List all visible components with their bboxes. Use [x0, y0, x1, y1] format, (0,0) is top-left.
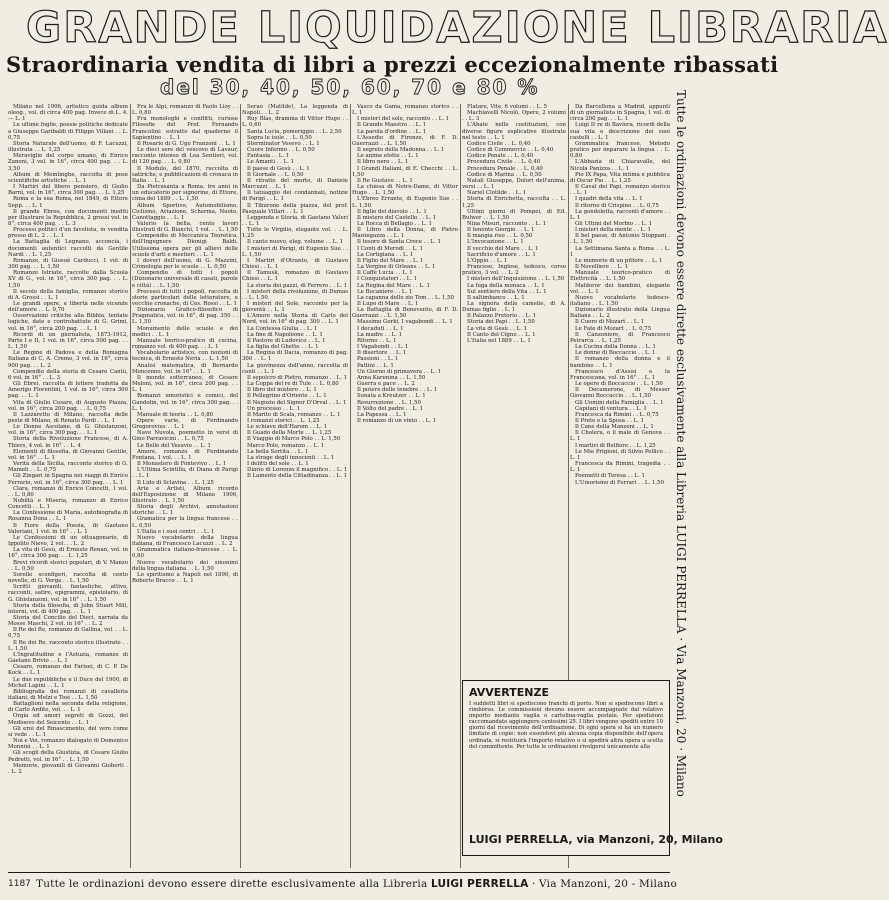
book-listing: Il saltimbanco . . L. 1 [467, 294, 525, 301]
book-listing: La Confessione di Maria, autobiografia di Rosanna Dona . . L. 1 [8, 510, 128, 523]
book-listing: Il mangia riso . . L. 0,50 [467, 233, 533, 240]
book-listing: Ultimi giorni di Pompei, di Ed. Bulwer . . L. 1,50 [462, 208, 566, 221]
book-listing: La giovinezza dell'anno, raccolta di canti . . L. 1 [242, 362, 348, 375]
book-listing: Storia degli Archivi, annotazioni storiche . . L. 1 [132, 504, 238, 517]
book-listing: Il Negozio del Signor D'Orval . . L. 1 [247, 399, 347, 406]
book-listing: La Battaglia di Benevento, di F. D. Guerrazzi . . L. 1,50 [352, 307, 458, 320]
book-listing: Il Cuore di Mozart . . L. 1 [575, 319, 645, 326]
book-listing: Un processo . . L. 1 [247, 405, 300, 412]
book-listing: Pattini . . L. 1 [357, 362, 394, 369]
book-listing: La figlia del Ghetto . . L. 1 [247, 344, 319, 351]
book-listing: Storia della Rivoluzione Francese, di A. Thiers, 4 vol. in 16° . . L. 4 [8, 436, 128, 449]
book-listing: Milano nel 1906, artistico guida album oleog., vol. di circa 400 pag. Invece di L. 4.— L. 1 [8, 104, 128, 123]
book-listing: Fra le Alpi, romanzo di Paolo Lioy . . L. 0,80 [132, 104, 238, 117]
footer-divider [8, 872, 670, 873]
book-listing: Nobiltà e Miseria, romanzo di Enrico Concetti . . L. 1 [8, 498, 128, 511]
side-strip-text: Tutte le ordinazioni devono essere dirette esclusivamente alla Libreria LUIGI PERRELLA · Via Manzoni, 20 · Milano [674, 90, 688, 797]
book-listing: Il Palazzo Pretorio . . L. 1 [467, 313, 537, 320]
book-listing: Manuale di teoria . . L. 0,80 [137, 411, 214, 418]
book-listing: Il Marito di Scala, romanzo . . L. 1 [247, 411, 341, 418]
book-listing: Le dieci sere del vescovo di Lavaur, racconto intenso di Lea Sentieri, vol. di 120 pag. . . L. 0,80 [132, 147, 238, 166]
book-listing: Le donne di Boccaccio . . L. 1 [575, 350, 656, 357]
book-listing: Gli Ebrei, raccolta di lettere tradotta da Amerigo Florentini, 1 vol. in 16°, circa 300 pag. . . L. 1 [8, 381, 128, 400]
book-listing: Scritti giovanili, fantastiche, attive, racconti, satire, epigrammi, epistolario, di G. Ghislanzoni, vol. in 16° . . L. 1,50 [8, 584, 128, 603]
book-listing: Memorie, giovanili di Giovanni Gioberti . . L. 2 [8, 762, 128, 775]
book-listing: La fuga della monaca . . L. 1 [467, 282, 545, 289]
book-listing: Romanze, di Giosuè Carducci, 1 vol. di 300 pag. . . L. 1,50 [8, 257, 128, 271]
book-listing: Le opere di Boccaccio . . L. 1,50 [575, 381, 663, 388]
book-listing: Massimo Gorki, I vagabondi . . L. 1 [357, 319, 453, 326]
book-listing: Il Monastero di Fontevivo . . L. 1 [137, 461, 227, 468]
book-listing: Il Canzoniere, di Francesco Petrarca . . L. 1,25 [570, 331, 670, 344]
notice-box [462, 680, 723, 856]
book-listing: Il Decamerone, di Messer Giovanni Boccaccio . . L. 1,50 [570, 387, 670, 400]
book-listing: L'Oppio . . L. 1 [467, 257, 508, 264]
book-listing: Codice di Marina . . L. 0,50 [467, 171, 542, 178]
book-listing: Clara, romanzo di Enrico Concetti, 1 vol. . . L. 0,80 [8, 485, 128, 498]
book-listing: I misteri dell'Inquisizione . . L. 1,50 [467, 276, 565, 283]
page-subtitle: Straordinaria vendita di libri a prezzi eccezionalmente ribassati [6, 52, 779, 77]
book-listing: Il Tiburone della piazza, del prof. Pasquale Villari . . L. 1 [242, 202, 348, 215]
book-listing: Analisi matematica, di Bernardo Moncenno, vol. in 16° . . L. 1 [132, 362, 238, 375]
book-listing: La Vergine di Orleans . . L. 1 [357, 264, 436, 271]
book-listing: Nariel Clotilde . . L. 1 [467, 190, 527, 197]
book-listing: Dizionario illustrato della Lingua Italiana . . L. 2 [570, 307, 670, 320]
book-listing: L'Amore nella Storia di Carlo del Nord, vol. in 16° di pag. 300 . . L. 1 [242, 313, 348, 326]
book-listing: Vasco da Gama, romanzo storico . . L. 1 [352, 104, 458, 117]
book-listing: Le schiave dell'Harem . . L. 1 [247, 424, 327, 431]
book-listing: Diario di Lorenzo il magnifico . . L. 1 [247, 467, 348, 474]
book-listing: La strage degli innocenti . . L. 1 [247, 454, 335, 461]
book-listing: Il romanzo di un vinto . . L. 1 [357, 417, 437, 424]
book-listing: Arte e Artisti, Album ricordo dell'Esposizione di Milano 1906, illustrato . . L. 1,50 [132, 485, 238, 504]
book-listing: Il sepolcro di Pietro, romanzo . . L. 1 [247, 374, 348, 381]
book-listing: Romanzi umoristici e comici, del Gandolin, vol. in 16°, circa 300 pag. . . L. 1 [132, 393, 238, 412]
book-listing: I misteri del sole, racconto . . L. 1 [357, 116, 450, 123]
book-listing: Romanze Istriate, raccolte dalla Scuola XV di G., vol. in 16°, circa 300 pag. . . L. 1,50 [8, 270, 128, 289]
book-listing: Il Re Gustavo . . L. 1 [357, 177, 413, 184]
column-divider [350, 104, 351, 868]
book-listing: I Grandi Italiani, di E. Checchi . . L. 1,50 [352, 165, 458, 178]
book-listing: Monumento delle scuole e dei medici . . L. 1 [132, 325, 238, 338]
book-listing: Il Prete e la Sposa . . L. 1 [575, 417, 644, 424]
book-listing: Verità della Sicilia, racconto storico di G. Mameli . . L. 0,75 [8, 461, 128, 474]
book-listing: Il tatuaggio dei condannati, notizie di Parigi . . L. 1 [242, 190, 348, 203]
book-listing: Storia del Concilio del Dieci, narrata da Mosse Maschi, 2 vol. in 16° . . L. 2 [8, 614, 128, 628]
book-listing: Le anime elette . . L. 1 [357, 153, 419, 160]
book-listing: Gli eroi del Rinascimento, del vero come si vede . . L. 1 [8, 725, 128, 738]
book-listing: Elementi di filosofia, di Giovanni Gentile, vol. in 16° . . L. 1 [8, 448, 128, 461]
book-listing: Il figlio del diavolo . . L. 1 [357, 208, 427, 215]
book-listing: Il tenente Giorgio . . L. 1 [467, 227, 535, 234]
book-listing: Processi di tutti i popoli, raccolta di storie particolari delle letterature, e vecchie cronache, di Ces. Rossi . . L. 1 [132, 288, 238, 307]
book-listing: Storia dei Papi . . L. 1,50 [467, 319, 535, 326]
book-listing: Il vecchio del Mare . . L. 1 [467, 245, 539, 252]
book-listing: Album Sportivo, Automobilismo, Ciclismo, Aviazione, Scherma, Nuoto, Canottaggio . . L. 1 [132, 202, 238, 221]
book-listing: Storia Naturale dell'uomo, di F. Lacuzzi, illustrata . . L. 1,25 [8, 140, 128, 154]
book-listing: Il paese di Gesù . . L. 1 [247, 165, 310, 172]
book-listing: L'Abate nelle costituzioni, con diverse figure esplicative illustrate nel testo . . L. 1 [462, 122, 566, 141]
book-listing: Il romanzo della donna e il bambino . . L. 1 [570, 356, 670, 369]
book-listing: Ritorno . . L. 1 [357, 337, 397, 344]
book-listing: I misteri di Parigi, di Eugenio Sue . . L. 1,50 [242, 245, 348, 258]
book-listing: Manuale teorico-pratico di Elettricità . . L. 1,50 [570, 270, 670, 283]
book-listing: Francesco d'Assisi e la Francescana, vol. in 16° . . L. 1 [570, 368, 670, 381]
book-listing: Amore, romanzo di Ferdinando Fontana, 1 vol. . . L. 1 [132, 448, 238, 461]
book-listing: Guerra e pace . . L. 2 [357, 381, 415, 388]
book-listing: Nuovo vocabolario dei sinonimi della lingua italiana . . L. 1,50 [132, 559, 238, 572]
book-listing: Il secolo della famiglia, romanzo storico di A. Grossi . . L. 1 [8, 288, 128, 301]
book-listing: Roma e la sua Roma, nel 1849, di Ettore Sepp. . . L. 1 [8, 196, 128, 209]
book-listing: I misteri della rivoluzione, di Dumas . . L. 1,50 [242, 288, 348, 301]
book-listing: Ruy Blas, dramma di Vittor Hugo . . L. 0,60 [242, 116, 348, 129]
book-listing: La Coppa del re di Tule . . L. 0,80 [247, 381, 339, 388]
book-listing: Le memorie di un pittore . . L. 1 [575, 257, 663, 264]
book-listing: Il Fiore della Poesia, di Gaetano Valeriani, 1 vol. in 16° . . L. 1 [8, 522, 128, 535]
book-listing: Processi politici d'un favolista, in vendita presso di L. 2 . . L. 1 [8, 227, 128, 240]
book-listing: Francese, Inglese, tedesco, corso pratico, 3 vol. . . L. 2 [462, 264, 566, 277]
book-listing: Il ritratto del morto, di Daniele Marcuzzi . . L. 1 [242, 177, 348, 191]
book-listing: Il libro del mistero . . L. 1 [247, 387, 317, 394]
book-listing: Il Figlio del Mare . . L. 1 [357, 257, 424, 264]
book-listing: Il Tamusk, romanzo di Gustavo Chiesi . . L. 1 [242, 270, 348, 283]
book-listing: Gli scogli della Giustizia, di Cesare Giulio Pedretti, vol. in 16° . . L. 1,50 [8, 750, 128, 763]
book-listing: La Contessa Giulia . . L. 1 [247, 325, 318, 332]
book-listing: Il tesoro di Santa Croce . . L. 1 [357, 239, 441, 246]
side-strip [672, 90, 690, 870]
book-listing: Da Pietrasanta a Roma, tre anni in un educatorio per signorine, di Ettore, cima del 1889 . . L. 1,50 [132, 184, 238, 203]
book-listing: I Conquistatori . . L. 1 [357, 276, 418, 283]
book-listing: La Regina di Dacia, romanzo di pag. 300 . . L. 1 [242, 350, 348, 363]
book-listing: Procedura Civile . . L. 0,40 [467, 159, 541, 166]
book-listing: Compendio di tutti i popoli (Dizionario universale di casati, parole e città) . . L. 1,50 [132, 270, 238, 289]
book-listing: Anna Karenina . . L. 1,50 [357, 374, 426, 381]
book-listing: Compendio di Meccanica Teoretica, dell'Ingegnere Dionigi Baldi. Utilissima opera per gli allievi delle scuole d'arti e mestieri . . L. 1 [132, 233, 238, 258]
book-listing: Serao (Matilde), La leggenda di Napoli . . L. 2 [242, 104, 348, 117]
book-listing: Codice di Commercio . . L. 0,40 [467, 147, 554, 154]
book-listing: Il Pellegrino d'Oriente . . L. 1 [247, 393, 327, 400]
book-listing: Il mistero del Castello . . L. 1 [357, 214, 437, 221]
book-listing: Cuore Infermo . . L. 0,50 [247, 147, 315, 154]
book-listing: Il Lupo di Mare . . L. 1 [357, 301, 419, 307]
book-listing: Maldoror dei bambini, elegante vol. . . L. 1 [570, 282, 670, 295]
book-listing: Il Cholera, o il male di Genova . . L. 1 [570, 430, 670, 443]
book-listing: Le Fate di Mozart . . L. 0,75 [575, 325, 652, 332]
book-listing: L'Abbazia di Chiaravalle, del Nicola Panizza . . L. 1 [570, 159, 670, 172]
book-listing: Poemetti di Teresa . . L. 1 [575, 473, 645, 480]
book-listing: Da Barcellona a Madrid, appunti di un giornalista in Spagna, 1 vol. di circa 200 pag. . . L. 1 [570, 104, 670, 123]
book-listing: Le Mie Prigioni, di Silvio Pellico . . L. 1 [570, 448, 670, 461]
book-listing: Cesare, romanzo dei Farisei, di C. P. De Kock . . L. 1 [8, 664, 128, 677]
book-listing: Il Grande Maestro . . L. 1 [357, 122, 427, 129]
book-listing: La bella Sortita . . L. 1 [247, 448, 309, 455]
book-listing: Gli Ultimi del Morbio . . L. 1 [575, 220, 653, 227]
book-listing: Il Viaggio di Marco Polo . . L. 1,50 [247, 436, 341, 443]
book-listing: Grammatica italiano-francese . . L. 0,80 [132, 547, 238, 560]
book-listing: Osservazioni critiche alla Bibbia, tentate logiche, date e controbattute di G. Grimi, vol. in 16°, circa 200 pag. . . L. 1 [8, 313, 128, 332]
book-listing: Grammatica francese, Metodo pratico per imparare la lingua . . L. 0,80 [570, 140, 670, 160]
book-listing: Santa Lucia, pomeriggio . . L. 2,50 [247, 128, 342, 135]
book-listing: Le Donne Ascolane, di G. Ghislanzoni, vol. in 16°, circa 300 pag. . . L. 1 [8, 424, 128, 437]
footer-address: · Via Manzoni, 20 - Milano [531, 878, 678, 890]
book-listing: L'Ultima Scintilla, di Diana di Parigi . . L. 1 [132, 467, 238, 480]
book-listing: Gli Uomini della Famiglia . . L. 1 [575, 399, 664, 406]
listing-column-4 [352, 104, 458, 868]
book-listing: Le Amanti . . L. 1 [247, 159, 295, 166]
book-listing: Machiavelli Nicolò, Opere, 2 volumi . . L. 3 [462, 110, 566, 123]
book-listing: I quadri della vita . . L. 1 [575, 196, 643, 203]
book-listing: Le Regine di Padova e della Romagna Italiana di C. A. Cremo, 3 vol. in 16°, circa 900 pag. . . L. 2 [8, 350, 128, 369]
book-listing: Le Belle del Vesuvio . . L. 1 [137, 442, 211, 449]
book-listing: Il Pastore di Ludovico . . L. 1 [247, 337, 326, 344]
book-listing: Il Lazzaretto di Milano, raccolta delle peste di Milano, di Renato Pardi . . L. 1 [8, 411, 128, 424]
book-listing: L'Umorismo di Ferrari . . L. 1,50 [575, 479, 664, 486]
book-listing: Storia della filosofia, di John Stuart Mill, interni, vol. di 400 pag. . . L. 1 [8, 602, 128, 615]
book-listing: Il Giornale . . L. 0,50 [247, 171, 304, 178]
page-number: 1187 [8, 879, 31, 889]
book-listing: Brevi ricordi storici popolari, di V. Manzo . . L. 0,50 [8, 559, 128, 572]
book-listing: Fantasia . . L. 1 [247, 153, 290, 160]
book-listing: I Martiri del libero pensiero, di Giulio Barni, vol. in 16°, circa 300 pag. . . L. 1,25 [8, 184, 128, 197]
book-listing: La Rocca di Bellagio . . L. 1 [357, 220, 432, 227]
book-listing: Il bel paese, di Antonio Stoppani . . L. 1,50 [570, 233, 670, 246]
book-listing: La gondoletta, racconti d'amore . . L. 1 [570, 208, 670, 221]
book-listing: Il Re dei Re, racconto storico illustrato . . L. 1,50 [8, 639, 128, 652]
column-divider [130, 104, 131, 868]
book-listing: La vita di Gesù, di Ernesto Renan, vol. in 16°, circa 300 pag. . . L. 1,25 [8, 547, 128, 560]
book-listing: L'Invocazione . . L. 1 [467, 239, 524, 246]
book-listing: Il Guado della Morte . . L. 1,25 [247, 430, 332, 437]
book-listing: Storia di Enrichetta, raccolta . . L. 1,25 [462, 196, 566, 209]
book-listing: Opere varie, di Ferdinando Gregorovius . . L. 1 [132, 417, 238, 431]
book-listing: Tutte le Virgilio, elegante vol. . . L. 1,25 [242, 227, 348, 240]
book-listing: La Cortigiana . . L. 1 [357, 251, 414, 258]
book-listing: La fine di Napoleone . . L. 1 [247, 331, 323, 338]
book-listing: Sopra le isole . . L. 0,50 [247, 134, 312, 141]
book-listing: La Cucina della Donna . . L. 1 [575, 344, 656, 351]
book-listing: I romanzi storici . . L. 1,25 [247, 417, 320, 424]
book-listing: L'Ingratitudine e l'Astuzia, romanzo di Gaetano Brivio . . L. 1 [8, 651, 128, 665]
book-listing: Natali Giuseppe, Dolori dell'anima, versi . . L. 1 [462, 177, 566, 191]
book-listing: L'Italia nel 1889 . . L. 1 [467, 337, 531, 344]
book-listing: Il Canto del Cigno . . L. 1 [467, 331, 536, 338]
book-listing: Il Cane della Manzoni . . L. 1 [575, 424, 654, 431]
book-listing: La storia dei pazzi, di Ferrero . . L. 1 [247, 282, 348, 289]
book-listing: Il ritorno di Crispino . . L. 0,75 [575, 202, 659, 209]
book-listing: Il Volto del padre . . L. 1 [357, 405, 424, 412]
book-listing: I misteri della mente . . L. 1 [575, 227, 651, 234]
book-listing: La parola d'ordine . . L. 1 [357, 128, 427, 135]
listing-column-5 [462, 104, 566, 674]
book-listing: Codice Penale . . L. 0,40 [467, 153, 534, 160]
book-listing: Il Rosario di G. Ugo Franzoni . . L. 1 [137, 140, 236, 147]
book-listing: I Martiri d'Otranto, di Gustavo Chiesi . . L. 1 [242, 257, 348, 271]
book-listing: Nina Misuri, racconto . . L. 1 [467, 220, 547, 227]
book-listing: Le grandi opere, e libertà nelle vicende dell'amore . . L. 0,70 [8, 301, 128, 314]
book-listing: Francesca da Rimini, tragedia . . L. 1 [570, 461, 670, 474]
book-listing: La signora delle camelie, di A. Dumas figlio . . L. 1 [462, 301, 566, 314]
book-listing: Le due repubbliche e il Duce del 1900, di Michel Lapini . . L. 1 [8, 676, 128, 689]
book-listing: Capitani di ventura . . L. 1 [575, 405, 647, 412]
notice-title: AVVERTENZE [469, 686, 549, 699]
book-listing: I doveri dell'uomo, di G. Mazzini, Cronologia per le scuole . . L. 0,50 [132, 257, 238, 271]
book-listing: La Papessa . . L. 1 [357, 411, 407, 418]
book-listing: Il canto nuovo, eleg. volume . . L. 1 [247, 239, 344, 246]
book-listing: I martiri di Belfiore . . L. 1,25 [575, 442, 656, 449]
book-listing: Noi e Voi, romanzo dialogato di Domenico Monnini . . L. 1 [8, 738, 128, 751]
book-listing: Nave Nuvola, poemetto in versi di Gino Parravicini . . L. 0,75 [132, 430, 238, 443]
book-listing: Vita di Giulio Cesare, di Augusto Piazza, vol. in 16°, circa 200 pag. . . L. 0,75 [8, 399, 128, 412]
book-listing: Un Giorno di primavera . . L. 1 [357, 368, 442, 375]
book-listing: Le Confessioni di un ottuagenario, di Ippolito Nievo, 2 vol. . . L. 2 [8, 534, 128, 548]
book-listing: Il Modulo, del 1870, raccolta di satiriche, e pubblicazioni di cronaca in Italia . . L. 1 [132, 165, 238, 184]
book-listing: Ricordi di un giornalista, 1873-1912, Parte I e II, 1 vol. in 16°, circa 500 pag. . . L. 1,50 [8, 331, 128, 351]
book-listing: Codice Civile . . L. 0,40 [467, 140, 531, 147]
book-listing: Il Lamento della Cittadinanza . . L. 1 [247, 473, 348, 480]
book-listing: Gramatica per la lingua francese . . L. 0,50 [132, 516, 238, 529]
book-listing: I Vagabondi . . L. 1 [357, 344, 409, 351]
book-listing: L'Assedio di Firenze, di F. D. Guerrazzi . . L. 1,50 [352, 134, 458, 147]
book-listing: La madre . . L. 1 [357, 331, 403, 338]
book-listing: Marco Polo, romanzo . . L. 1 [247, 442, 325, 449]
listing-column-1 [8, 104, 128, 868]
book-listing: Sul sentiero della Vita . . L. 1 [467, 288, 547, 295]
book-listing: Orgia ed amori segreti di Gozzi, del Medioevo del Seicento . . L. 1 [8, 713, 128, 726]
book-listing: Compendio della storia di Cesare Cantù, 6 vol. in 16° . . L. 3 [8, 368, 128, 381]
book-listing: Le ultime foglie, poesie politiche dedicate a Giuseppe Garibaldi di Filippo Villani . . L. 0,75 [8, 122, 128, 141]
book-listing: L'Italia e i suoi centri . . L. 1 [137, 528, 215, 535]
book-listing: Il Caval dei Papi, romanzo storico . . L. 1 [570, 184, 670, 197]
book-listing: Il Caffè Lucia . . L. 1 [357, 270, 413, 277]
book-listing: La Settimana Santa a Roma . . L. 1 [570, 245, 670, 258]
book-listing: Il mondo sotterraneo, di Cesare Meloni, vol. in 16°, circa 200 pag. . . L. 1 [132, 374, 238, 394]
book-listing: I Conti di Merodi . . L. 1 [357, 245, 423, 252]
book-listing: Meraviglie del corpo umano, di Enrico Zanoni, 3 vol. in 16°, circa 400 pag. . . L. 3,50 [8, 153, 128, 172]
listing-column-3 [242, 104, 348, 868]
book-listing: Album di Memlinghe, raccolta di pose scientifiche artistiche . . L. 1 [8, 171, 128, 184]
book-listing: I misteri del Sole, racconto per la gioventù . . L. 1 [242, 301, 348, 314]
book-listing: Luigi II re di Baviera, ricordi della sua vita e descrizione dei suoi castelli . . L. 1 [570, 122, 670, 141]
column-divider [240, 104, 241, 868]
footer-prefix: Tutte le ordinazioni devono essere dirette esclusivamente alla Libreria [36, 878, 428, 890]
book-listing: La vita di Gesù . . L. 1 [467, 325, 527, 332]
book-listing: Gli Zingari in Spagna nei viaggi di Enrico Ferrario, vol. in 16°, circa 300 pag. . . L. 1 [8, 473, 128, 486]
book-listing: Il Lido di Sclavina . . L. 1,25 [137, 479, 214, 486]
book-listing: Valerio la bella, cento lavori illustrati di G. Bianchi, 1 vol. . . L. 1,50 [132, 220, 238, 234]
book-listing: Il Re del Re, romanzo di Gallina, vol. . . L. 0,75 [8, 627, 128, 640]
book-listing: Nuovo vocabolario tedesco-italiano . . L. 1,50 [570, 294, 670, 307]
book-listing: Manuale teorico-pratico di cucina, romanzo vol. di 400 pag. . . L. 1 [132, 337, 238, 351]
footer-line [36, 876, 678, 892]
notice-text: I suddetti libri si spediscono franchi di porto. Non si spediscono libri a rimborso. Le commissioni devono essere accompagnate dal relativo importo mediante vaglia o cartolina-vaglia postale. Per spedizioni raccomandate aggiungere centesimi 25. I libri vengono spediti entro 10 giorni dal ricevimento dell'ordinazione. Di ogni opera si ha un numero limitato di copie: non essendovi più alcuna copia disponibile dell'opera ordinata, si restituirà l'importo relativo o si spedirà altra opera a scelta del committente. Per tutte le ordinazioni rivolgersi unicamente alla [469, 701, 663, 750]
book-listing: I decaduti . . L. 1 [357, 325, 404, 332]
book-listing: Il potere delle tenebre . . L. 1 [357, 387, 438, 394]
book-listing: Le Bucaniere . . L. 1 [357, 288, 413, 295]
book-listing: Sterminator Vesevo . . L. 1 [247, 140, 320, 147]
book-listing: Il segreto della Madonna . . L. 1 [357, 147, 445, 154]
book-listing: Vocabolario artistico, con nozioni di tecnica, di Ernesto Neria . . L. 1,50 [132, 350, 238, 363]
book-listing: L'Ebreo Errante, di Eugenio Sue . . L. 1,50 [352, 196, 458, 209]
book-listing: La Battaglia di Legnano, acconcia, i documenti autentici raccolti da Gentile Nardi . . L. 1,25 [8, 239, 128, 258]
book-listing: Il libro nero . . L. 1 [357, 159, 409, 166]
book-listing: Sorelle sconfigeri, raccolta di cento novelle, di G. Verga . . L. 1,50 [8, 571, 128, 585]
book-listing: La chiesa di Notre-Dame, di Vittor Hugo . . L. 1,50 [352, 184, 458, 197]
book-listing: I delitti del sole . . L. 1 [247, 461, 309, 468]
column-divider [460, 104, 461, 868]
footer-publisher: LUIGI PERRELLA [430, 878, 529, 890]
listing-column-2 [132, 104, 238, 868]
book-listing: Fra monologhi e conflitti, curiose Filosofie del Prof. Fernando Francolini: estratto dal quaderno il Sapientino . . L. 1 [132, 116, 238, 141]
book-listing: Il disertore . . L. 1 [357, 350, 407, 357]
book-listing: Il Novelliere . . L. 1 [575, 264, 628, 271]
book-listing: Il Libro della Donna, di Pietro Mantegazza . . L. 1 [352, 227, 458, 240]
book-listing: Francesca da Rimini . . L. 0,75 [575, 411, 659, 418]
book-listing: Passioni . . L. 1 [357, 356, 399, 363]
book-listing: La Regina del Mare . . L. 1 [357, 282, 430, 289]
book-listing: Lo spiritismo a Napoli nel 1890, di Roberto Bracco . . L. 1 [132, 571, 238, 585]
book-listing: Il grande Ebreo, con documenti inediti per illustrare la Repubblica, 2 grossi vol. in 8°, circa 400 pag. . . L. 3 [8, 208, 128, 227]
book-listing: Pio IX Papa, Vita intima e pubblica di Oscar Pio . . L. 1,25 [570, 171, 670, 184]
book-listing: Resurrezione . . L. 1,50 [357, 399, 421, 406]
discount-percentages: del 30, 40, 50, 60, 70 e 80 % [160, 75, 540, 99]
book-listing: Sacrificio d'amore . . L. 1 [467, 251, 536, 258]
book-listing: Flatare, Vite, 6 volumi . . L. 5 [467, 104, 548, 110]
book-listing: Sonata a Kreutzer . . L. 1 [357, 393, 426, 400]
book-listing: La capanna dello zio Tom . . L. 1,50 [357, 294, 454, 301]
book-listing: Nuovo vocabolario della lingua italiana, di Francesco Lacuzzi . . L. 2 [132, 534, 238, 548]
book-listing: Bibliografia dei romanzi di cavalleria italiani, di Melzi e Tosi . . L. 1,50 [8, 688, 128, 701]
notice-signature: LUIGI PERRELLA, via Manzoni, 20, Milano [469, 833, 723, 846]
book-listing: Battaglioni nella seconda della religione, di Carlo Ardito, vol. . . L. 1 [8, 701, 128, 714]
book-listing: Leggenda e Storia, di Gaetano Valeri . . L. 1 [242, 214, 348, 227]
book-listing: Procedura Penale . . L. 0,40 [467, 165, 543, 172]
page-title: GRANDE LIQUIDAZIONE LIBRARIA [26, 3, 889, 53]
book-listing: Dizionario Grafico-filosofico di Pragmatica, vol. in 16°, di pag. 350 . . L. 1,50 [132, 307, 238, 326]
